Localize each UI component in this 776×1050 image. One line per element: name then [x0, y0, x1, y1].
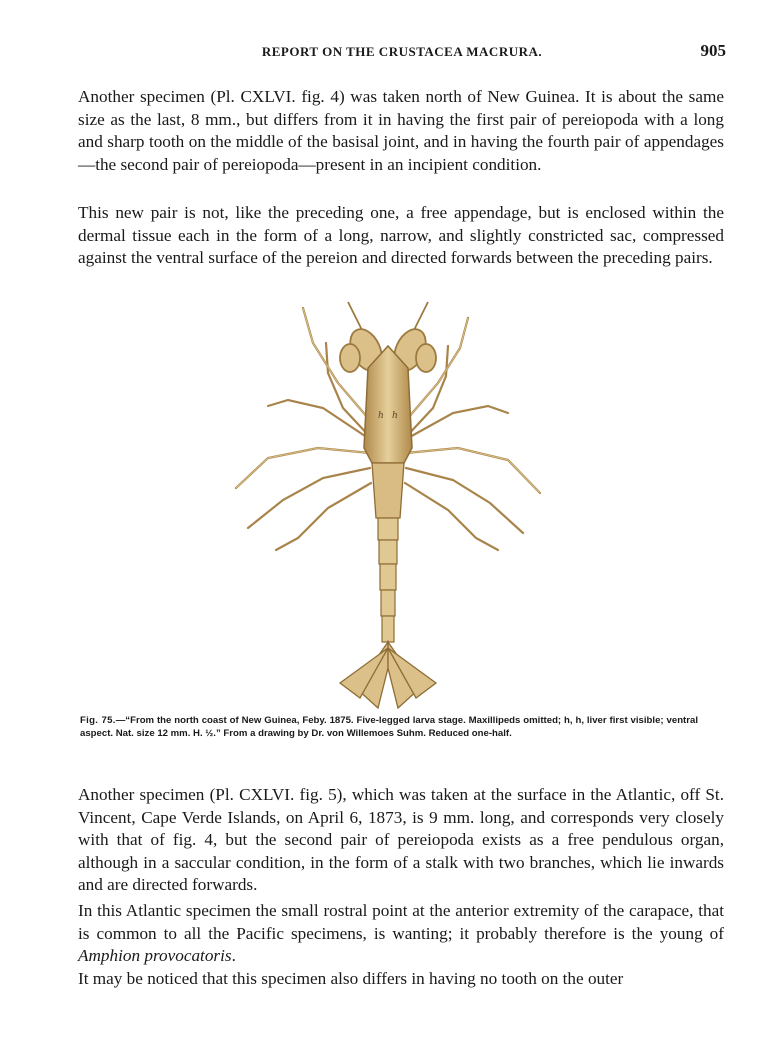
paragraph-1-text: Another specimen (Pl. CXLVI. fig. 4) was taken north of New Guinea. It is about the same size as the last, 8 mm., but differs from it in having the first pair of pereiopoda with a long and sharp tooth on the middle of the basisal joint, and in having the fourth pair of appendages—the second pair of pereiopoda—present in an incipient condition. — [78, 87, 724, 174]
paragraph-3 — [78, 784, 724, 897]
running-title: REPORT ON THE CRUSTACEA MACRURA. — [261, 44, 543, 59]
running-header — [78, 41, 726, 68]
figure-caption — [80, 714, 698, 740]
paragraph-4-end: . — [231, 946, 236, 965]
paragraph-2 — [78, 202, 724, 270]
paragraph-5-text: It may be noticed that this specimen also differs in having no tooth on the outer — [78, 969, 624, 988]
figure-caption-text: —“From the north coast of New Guinea, Feby. 1875. Five-legged larva stage. Maxillipeds omitted; h, h, liver first visible; ventral aspect. Nat. size 12 mm. H. ½.” From a drawing by Dr. von Willemoes Suhm. Reduced one-half. — [80, 715, 698, 739]
paragraph-4-text: In this Atlantic specimen the small rostral point at the anterior extremity of the carapace, that is common to all the Pacific specimens, is wanting; it probably therefore is the young of — [78, 901, 724, 943]
svg-text:h: h — [378, 411, 384, 421]
paragraph-4 — [78, 900, 724, 968]
paragraph-1 — [78, 86, 724, 176]
paragraph-2-text: This new pair is not, like the preceding one, a free appendage, but is enclosed within the dermal tissue each in the form of a long, narrow, and slightly constricted sac, compressed against the ventral surface of the pereion and directed forwards between the preceding pairs. — [78, 203, 724, 267]
svg-text:h: h — [392, 411, 398, 421]
figure-label: Fig. 75. — [80, 715, 116, 726]
species-name: Amphion provocatoris — [78, 946, 232, 965]
paragraph-5 — [78, 968, 724, 991]
figure-larva-illustration — [228, 288, 548, 712]
larva-drawing — [228, 288, 548, 712]
page-number: 905 — [700, 41, 726, 60]
paragraph-3-text: Another specimen (Pl. CXLVI. fig. 5), which was taken at the surface in the Atlantic, off St. Vincent, Cape Verde Islands, on April 6, 1873, is 9 mm. long, and corresponds very closely with that of fig. 4, but the second pair of pereiopoda exists as a free pendulous organ, although in a saccular condition, in the form of a stalk with two branches, which lie inwards and are directed forwards. — [78, 785, 724, 894]
